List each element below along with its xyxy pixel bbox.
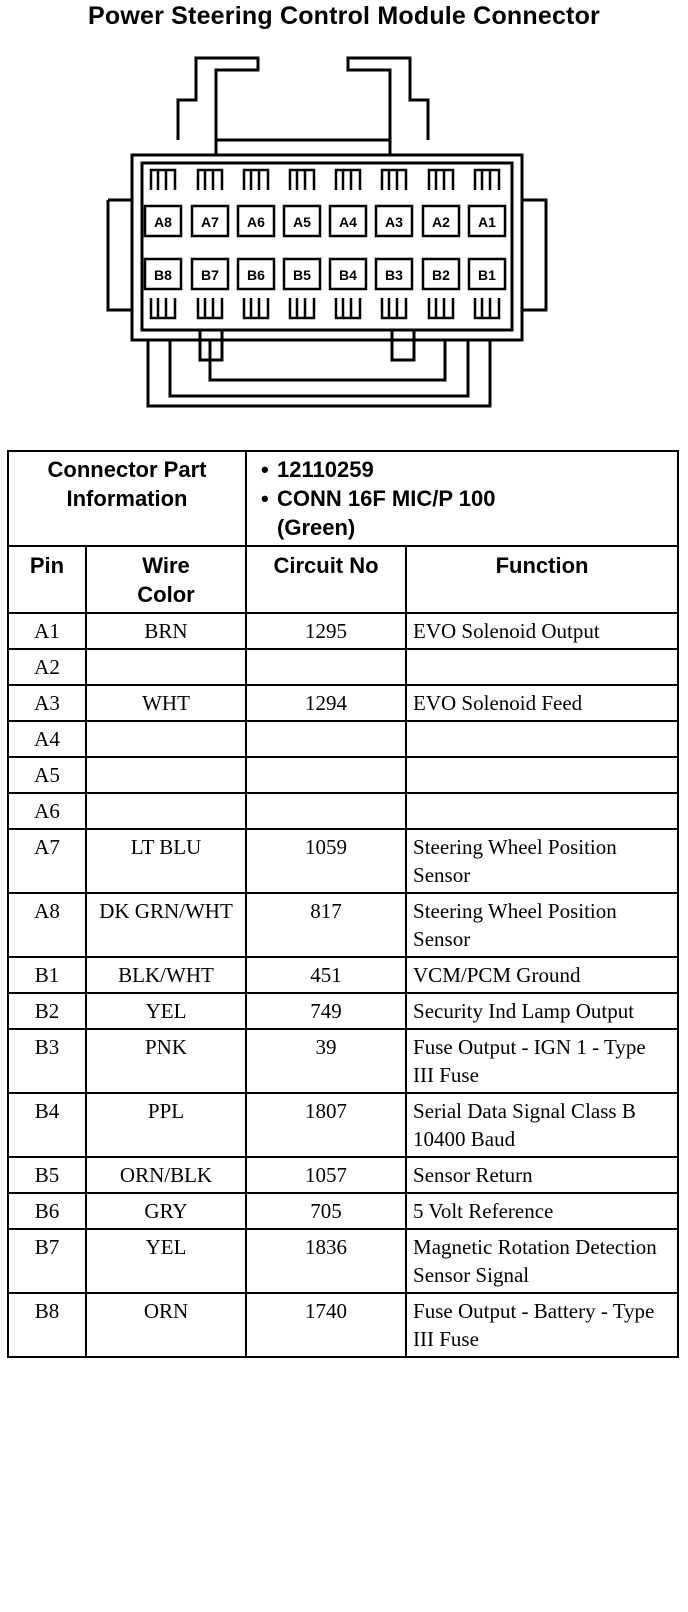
pin-label-a5: A5 <box>293 214 311 230</box>
table-row <box>8 1229 678 1293</box>
circuit-cell: 1294 <box>246 685 406 721</box>
pin-cell: B8 <box>8 1293 86 1357</box>
page-title: Power Steering Control Module Connector <box>88 2 600 30</box>
row-a-terminal-2 <box>198 170 222 190</box>
pin-cell: B7 <box>8 1229 86 1293</box>
pin-label-a1: A1 <box>478 214 496 230</box>
pin-cell: A7 <box>8 829 86 893</box>
pin-label-a7: A7 <box>201 214 219 230</box>
pin-label-b4: B4 <box>339 267 357 283</box>
wire-color-cell: ORN <box>86 1293 246 1357</box>
function-cell <box>406 793 678 829</box>
pin-label-b6: B6 <box>247 267 265 283</box>
part-info-row <box>8 451 678 546</box>
wire-color-cell <box>86 649 246 685</box>
part-number: • 12110259 <box>277 455 671 484</box>
pin-cell: B1 <box>8 957 86 993</box>
circuit-cell: 1059 <box>246 829 406 893</box>
circuit-cell: 749 <box>246 993 406 1029</box>
row-a-terminal-8 <box>475 170 499 190</box>
row-b-terminal-8 <box>475 298 499 318</box>
pin-label-b2: B2 <box>432 267 450 283</box>
col-header-function: Function <box>406 546 678 613</box>
pin-cell: A8 <box>8 893 86 957</box>
pin-label-a2: A2 <box>432 214 450 230</box>
wire-color-cell: BLK/WHT <box>86 957 246 993</box>
pin-label-b8: B8 <box>154 267 172 283</box>
table-row <box>8 1193 678 1229</box>
pin-label-a4: A4 <box>339 214 357 230</box>
pin-label-a3: A3 <box>385 214 403 230</box>
conn-description: • CONN 16F MIC/P 100 <box>277 484 671 513</box>
function-cell: VCM/PCM Ground <box>406 957 678 993</box>
part-info-values <box>246 451 678 546</box>
pin-cell: A3 <box>8 685 86 721</box>
pin-cell: B2 <box>8 993 86 1029</box>
wire-color-cell <box>86 793 246 829</box>
row-a-terminal-1 <box>151 170 175 190</box>
pin-table <box>7 450 679 1358</box>
wire-color-cell: WHT <box>86 685 246 721</box>
table-row <box>8 1029 678 1093</box>
pin-label-b3: B3 <box>385 267 403 283</box>
function-cell <box>406 757 678 793</box>
left-latch <box>178 58 258 140</box>
part-info-label <box>8 451 246 546</box>
pin-cell: B4 <box>8 1093 86 1157</box>
wire-color-cell <box>86 757 246 793</box>
row-a-terminals <box>151 170 499 190</box>
right-latch <box>348 58 428 140</box>
conn-color: (Green) <box>277 515 356 540</box>
circuit-cell <box>246 793 406 829</box>
function-cell: Steering Wheel Position Sensor <box>406 893 678 957</box>
pin-cell: A1 <box>8 613 86 649</box>
pin-label-b7: B7 <box>201 267 219 283</box>
function-cell: Steering Wheel Position Sensor <box>406 829 678 893</box>
circuit-cell: 1057 <box>246 1157 406 1193</box>
function-cell: Fuse Output - IGN 1 - Type III Fuse <box>406 1029 678 1093</box>
circuit-cell <box>246 757 406 793</box>
circuit-cell <box>246 721 406 757</box>
circuit-cell <box>246 649 406 685</box>
row-b-pin-labels <box>145 259 505 289</box>
wire-color-cell: BRN <box>86 613 246 649</box>
wire-color-cell: GRY <box>86 1193 246 1229</box>
row-a-terminal-7 <box>429 170 453 190</box>
col-header-circuit: Circuit No <box>246 546 406 613</box>
circuit-cell: 1807 <box>246 1093 406 1157</box>
row-b-terminal-7 <box>429 298 453 318</box>
part-info-label-line1: Connector Part <box>47 457 207 482</box>
function-cell: EVO Solenoid Feed <box>406 685 678 721</box>
row-a-terminal-3 <box>244 170 268 190</box>
wire-color-cell: LT BLU <box>86 829 246 893</box>
wire-color-cell: PPL <box>86 1093 246 1157</box>
row-b-terminal-4 <box>290 298 314 318</box>
table-row <box>8 793 678 829</box>
pin-label-a8: A8 <box>154 214 172 230</box>
table-row <box>8 1093 678 1157</box>
function-cell <box>406 721 678 757</box>
wire-color-cell: PNK <box>86 1029 246 1093</box>
table-row <box>8 829 678 893</box>
pin-cell: A2 <box>8 649 86 685</box>
row-b-terminal-5 <box>336 298 360 318</box>
col-header-pin: Pin <box>8 546 86 613</box>
function-cell: Sensor Return <box>406 1157 678 1193</box>
row-a-pin-labels <box>145 206 505 236</box>
row-a-terminal-4 <box>290 170 314 190</box>
table-row <box>8 649 678 685</box>
table-row <box>8 685 678 721</box>
function-cell <box>406 649 678 685</box>
pin-cell: A4 <box>8 721 86 757</box>
row-a-terminal-5 <box>336 170 360 190</box>
connector-diagram <box>0 0 688 440</box>
col-header-wire-line1: Wire <box>142 553 190 578</box>
pin-label-b5: B5 <box>293 267 311 283</box>
table-row <box>8 893 678 957</box>
pin-cell: B5 <box>8 1157 86 1193</box>
wire-color-cell: DK GRN/WHT <box>86 893 246 957</box>
table-row <box>8 993 678 1029</box>
wire-color-cell <box>86 721 246 757</box>
row-a-terminal-6 <box>382 170 406 190</box>
table-row <box>8 613 678 649</box>
wire-color-cell: YEL <box>86 1229 246 1293</box>
table-row <box>8 757 678 793</box>
col-header-wire-color <box>86 546 246 613</box>
circuit-cell: 39 <box>246 1029 406 1093</box>
pin-label-a6: A6 <box>247 214 265 230</box>
table-row <box>8 1157 678 1193</box>
row-b-terminal-3 <box>244 298 268 318</box>
pin-label-b1: B1 <box>478 267 496 283</box>
circuit-cell: 705 <box>246 1193 406 1229</box>
row-b-terminal-6 <box>382 298 406 318</box>
row-b-terminal-1 <box>151 298 175 318</box>
circuit-cell: 1295 <box>246 613 406 649</box>
pin-cell: A6 <box>8 793 86 829</box>
table-row <box>8 1293 678 1357</box>
function-cell: 5 Volt Reference <box>406 1193 678 1229</box>
circuit-cell: 1836 <box>246 1229 406 1293</box>
table-row <box>8 721 678 757</box>
function-cell: Magnetic Rotation Detection Sensor Signal <box>406 1229 678 1293</box>
table-row <box>8 957 678 993</box>
wire-color-cell: ORN/BLK <box>86 1157 246 1193</box>
function-cell: EVO Solenoid Output <box>406 613 678 649</box>
pin-rows <box>8 613 678 1357</box>
pin-cell: B3 <box>8 1029 86 1093</box>
function-cell: Security Ind Lamp Output <box>406 993 678 1029</box>
col-header-wire-line2: Color <box>137 582 195 607</box>
part-info-label-line2: Information <box>66 486 188 511</box>
function-cell: Fuse Output - Battery - Type III Fuse <box>406 1293 678 1357</box>
column-header-row <box>8 546 678 613</box>
row-b-terminals <box>151 298 499 318</box>
row-b-terminal-2 <box>198 298 222 318</box>
pin-cell: A5 <box>8 757 86 793</box>
pin-cell: B6 <box>8 1193 86 1229</box>
function-cell: Serial Data Signal Class B 10400 Baud <box>406 1093 678 1157</box>
circuit-cell: 451 <box>246 957 406 993</box>
circuit-cell: 1740 <box>246 1293 406 1357</box>
wire-color-cell: YEL <box>86 993 246 1029</box>
circuit-cell: 817 <box>246 893 406 957</box>
